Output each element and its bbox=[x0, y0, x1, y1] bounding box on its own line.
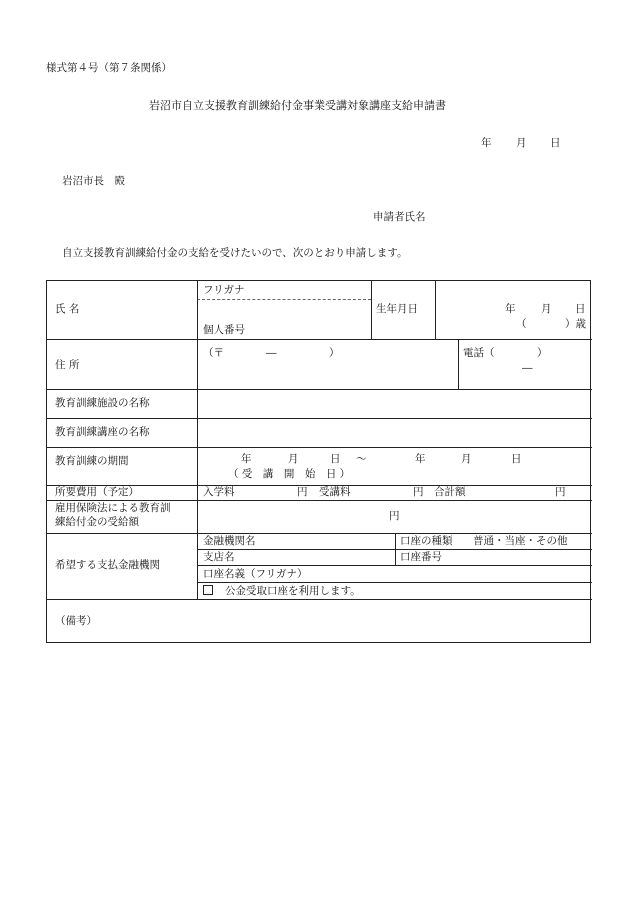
row-divider bbox=[47, 500, 592, 501]
insurance-label-line1: 雇用保険法による教育訓 bbox=[55, 502, 171, 514]
phone-close: ） bbox=[537, 347, 548, 359]
date-month-label: 月 bbox=[516, 137, 527, 149]
applicant-name-label: 申請者氏名 bbox=[373, 211, 426, 223]
bank-section-label: 希望する支払金融機関 bbox=[55, 559, 160, 571]
row-divider bbox=[47, 447, 592, 448]
application-table bbox=[46, 280, 591, 643]
name-label: 氏 名 bbox=[55, 303, 80, 315]
admission-yen: 円 bbox=[297, 486, 308, 498]
furigana-divider bbox=[197, 299, 371, 300]
form-title: 岩沼市自立支援教育訓練給付金事業受講対象講座支給申請書 bbox=[149, 99, 446, 112]
period-start-note: （ 受 講 開 始 日 ） bbox=[228, 468, 351, 480]
cost-label: 所要費用（予定） bbox=[55, 486, 139, 498]
phone-dash: ― bbox=[522, 362, 533, 374]
remarks-label: （備考） bbox=[55, 615, 97, 627]
row-divider bbox=[47, 339, 592, 340]
col-divider bbox=[197, 281, 198, 599]
period-start-month: 月 bbox=[288, 453, 299, 465]
intro-text: 自立支援教育訓練給付金の支給を受けたいので、次のとおり申請します。 bbox=[62, 247, 408, 259]
period-start-year: 年 bbox=[241, 453, 252, 465]
period-end-month: 月 bbox=[461, 453, 472, 465]
phone-label: 電話（ bbox=[463, 347, 495, 359]
postal-code: （〒 ― ） bbox=[203, 347, 340, 359]
period-end-day: 日 bbox=[511, 453, 522, 465]
public-account-checkbox[interactable] bbox=[203, 585, 213, 595]
dob-day-label: 日 bbox=[575, 303, 586, 315]
personal-number-label: 個人番号 bbox=[203, 324, 245, 336]
account-number-label: 口座番号 bbox=[400, 551, 442, 563]
insurance-yen: 円 bbox=[389, 510, 400, 522]
bank-name-label: 金融機関名 bbox=[203, 535, 256, 547]
period-label: 教育訓練の期間 bbox=[55, 455, 129, 467]
age-label: ）歳 bbox=[565, 318, 586, 330]
period-start-day: 日 bbox=[330, 453, 341, 465]
col-divider bbox=[435, 281, 436, 339]
period-end-year: 年 bbox=[415, 453, 426, 465]
date-day-label: 日 bbox=[550, 137, 561, 149]
row-divider bbox=[197, 565, 592, 566]
period-tilde: ～ bbox=[356, 453, 367, 465]
account-holder-label: 口座名義（フリガナ） bbox=[203, 568, 308, 580]
tuition-yen: 円 bbox=[413, 486, 424, 498]
account-type-label: 口座の種類 bbox=[400, 535, 453, 547]
addressee: 岩沼市長 殿 bbox=[62, 175, 125, 187]
date-year-label: 年 bbox=[481, 137, 492, 149]
admission-fee-label: 入学料 bbox=[203, 486, 235, 498]
dob-label: 生年月日 bbox=[376, 303, 418, 315]
insurance-label-line2: 練給付金の受給額 bbox=[55, 516, 139, 528]
col-divider bbox=[395, 533, 396, 565]
public-account-option bbox=[203, 585, 361, 598]
total-yen: 円 bbox=[555, 486, 566, 498]
row-divider bbox=[197, 582, 592, 583]
dob-year-label: 年 bbox=[505, 303, 516, 315]
account-type-options: 普通・当座・その他 bbox=[473, 535, 568, 547]
age-open: （ bbox=[516, 318, 527, 330]
course-label: 教育訓練講座の名称 bbox=[55, 426, 150, 438]
branch-label: 支店名 bbox=[203, 551, 235, 563]
row-divider bbox=[47, 533, 592, 534]
col-divider bbox=[371, 281, 372, 339]
row-divider bbox=[47, 389, 592, 390]
form-number: 様式第４号（第７条関係） bbox=[46, 62, 172, 74]
row-divider bbox=[47, 418, 592, 419]
tuition-label: 受講料 bbox=[319, 486, 351, 498]
address-label: 住 所 bbox=[55, 359, 80, 371]
total-label: 合計額 bbox=[434, 486, 466, 498]
col-divider bbox=[458, 339, 459, 389]
furigana-label: フリガナ bbox=[203, 284, 245, 296]
facility-label: 教育訓練施設の名称 bbox=[55, 397, 150, 409]
dob-month-label: 月 bbox=[541, 303, 552, 315]
public-account-text: 公金受取口座を利用します。 bbox=[225, 585, 361, 597]
row-divider bbox=[47, 599, 592, 600]
